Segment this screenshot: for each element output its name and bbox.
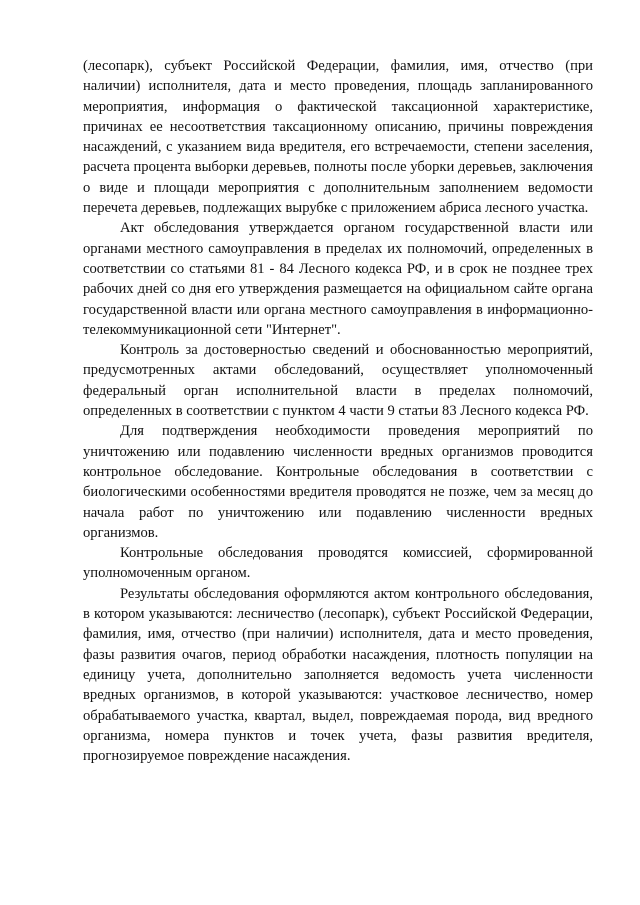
paragraph-control-over-data: Контроль за достоверностью сведений и обоснованностью мероприятий, предусмотренных актами обследований, осуществляет уполномоченный федеральный орган исполнительной власти в пределах полномочий, определенных в соответствии с пунктом 4 части 9 статьи 83 Лесного кодекса РФ. [83, 342, 593, 420]
paragraph-commission: Контрольные обследования проводятся комиссией, сформированной уполномоченным органом. [83, 545, 593, 582]
paragraph-continuation: (лесопарк), субъект Российской Федерации, фамилия, имя, отчество (при наличии) исполнителя, дата и место проведения, площадь запланированного мероприятия, информация о фактической таксационной характеристике, причинах ее несоответствия таксационному описанию, причины повреждения насаждений, с указанием вида вредителя, его встречаемости, степени заселения, расчета процента выборки деревьев, полноты после уборки деревьев, заключения о виде и площади мероприятия с дополнительным заполнением ведомости перечета деревьев, подлежащих вырубке с приложением абриса лесного участка. [83, 58, 593, 217]
paragraph-control-survey: Для подтверждения необходимости проведения мероприятий по уничтожению или подавлению численности вредных организмов проводится контрольное обследование. Контрольные обследования в соответствии с биологическими особенностями вредителя проводятся не позже, чем за месяц до начала работ по уничтожению или подавлению численности вредных организмов. [83, 423, 593, 541]
paragraph-control-survey-results: Результаты обследования оформляются актом контрольного обследования, в котором указываются: лесничество (лесопарк), субъект Российской Федерации, фамилия, имя, отчество (при наличии) исполнителя, дата и место проведения, фазы развития очагов, период обработки насаждения, плотность популяции на единицу учета, дополнительно заполняется ведомость учета численности вредных организмов, в которой указываются: участковое лесничество, номер обрабатываемого участка, квартал, выдел, повреждаемая порода, вид вредного организма, номера пунктов и точек учета, фазы развития вредителя, прогнозируемое повреждение насаждения. [83, 585, 593, 765]
paragraph-inspection-act-approval: Акт обследования утверждается органом государственной власти или органами местного самоуправления в пределах их полномочий, определенных в соответствии со статьями 81 - 84 Лесного кодекса РФ, и в срок не позднее трех рабочих дней со дня его утверждения размещается на официальном сайте органа государственной власти или органа местного самоуправления в информационно-телекоммуникационной сети "Интернет". [83, 220, 593, 338]
document-body [83, 56, 593, 766]
